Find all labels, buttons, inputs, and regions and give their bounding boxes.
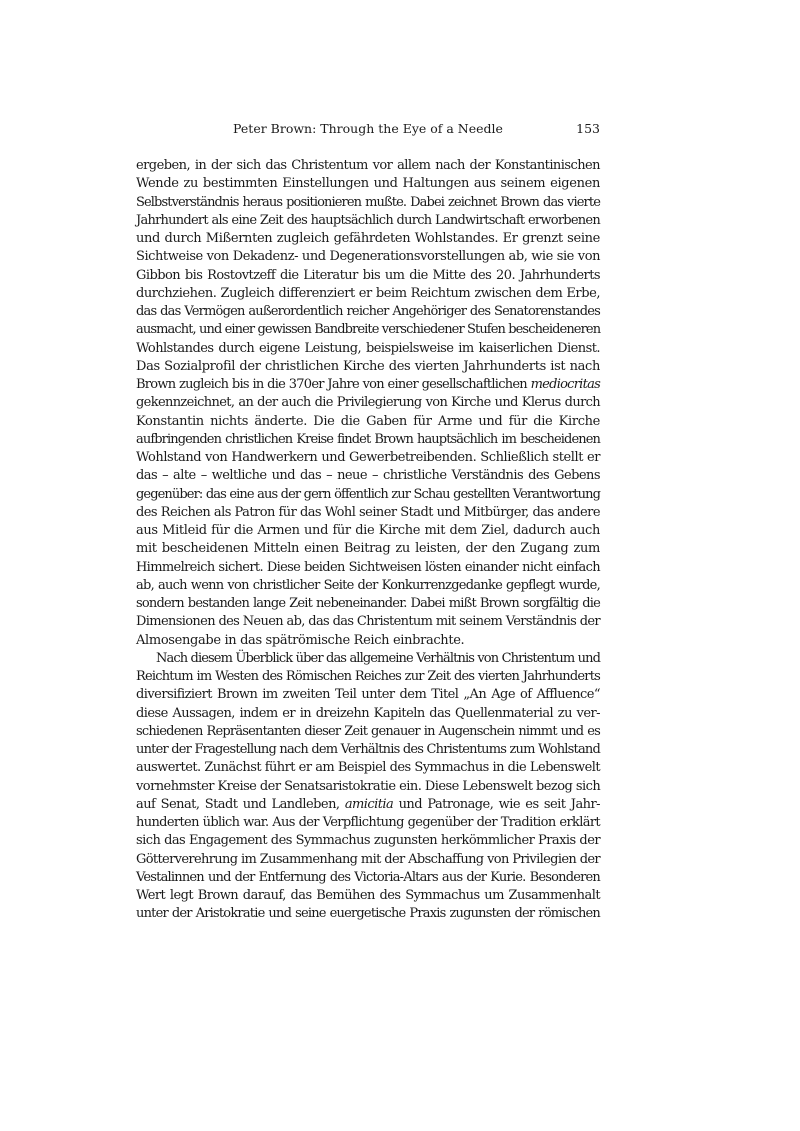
paragraph-2 bbox=[136, 650, 600, 924]
text-fragment: auf Senat, Stadt und Landleben, bbox=[136, 796, 340, 812]
text-line: Reichtum im Westen des Römischen Reiches zur Zeit des vierten Jahrhunderts bbox=[136, 669, 600, 684]
text-line: aus Mitleid für die Armen und für die Kirche mit dem Ziel, dadurch auch bbox=[136, 523, 600, 538]
text-line: Jahrhundert als eine Zeit des hauptsächlich durch Landwirtschaft erworbenen bbox=[136, 212, 600, 228]
running-title: Peter Brown: Through the Eye of a Needle bbox=[233, 121, 503, 136]
text-line: Nach diesem Überblick über das allgemeine Verhältnis von Christentum und bbox=[156, 650, 600, 666]
emphasis-amicitia: amicitia bbox=[344, 796, 394, 812]
text-line: gegenüber: das eine aus der gern öffentlich zur Schau gestellten Verantwortung bbox=[136, 486, 600, 502]
text-line: ausmacht, und einer gewissen Bandbreite verschiedener Stufen bescheideneren bbox=[136, 322, 601, 338]
text-line: Das Sozialprofil der christlichen Kirche des vierten Jahrhunderts ist nach bbox=[136, 358, 600, 374]
text-line: Götterverehrung im Zusammenhang mit der Abschaffung von Privilegien der bbox=[136, 851, 600, 867]
text-line: aufbringenden christlichen Kreise findet Brown hauptsächlich im bescheidenen bbox=[136, 431, 600, 447]
text-line: Dimensionen des Neuen ab, das das Christentum mit seinem Verständnis der bbox=[136, 614, 600, 630]
text-line: sich das Engagement des Symmachus zugunsten herkömmlicher Praxis der bbox=[136, 833, 600, 849]
text-line: schiedenen Repräsentanten dieser Zeit genauer in Augenschein nimmt und es bbox=[136, 723, 600, 739]
running-head bbox=[136, 120, 600, 138]
text-line: Almosengabe in das spätrömische Reich einbrachte. bbox=[136, 632, 465, 648]
emphasis-mediocritas: mediocritas bbox=[530, 377, 600, 392]
text-line: ab, auch wenn von christlicher Seite der Konkurrenzgedanke gepflegt wurde, bbox=[136, 577, 600, 593]
text-line: Wohlstand von Handwerkern und Gewerbetreibenden. Schließlich stellt er bbox=[136, 450, 600, 465]
text-line bbox=[136, 376, 600, 394]
text-line: diversifiziert Brown im zweiten Teil unter dem Titel „An Age of Affluence“ bbox=[136, 687, 600, 703]
text-line: auswertet. Zunächst führt er am Beispiel des Symmachus in die Lebenswelt bbox=[136, 760, 600, 776]
page-number: 153 bbox=[576, 121, 600, 136]
text-line: unter der Fragestellung nach dem Verhältnis des Christentums zum Wohlstand bbox=[136, 742, 600, 757]
text-fragment: Brown zugleich bis in die 370er Jahre von einer gesellschaftlichen bbox=[136, 377, 527, 392]
text-line: das – alte – weltliche und das – neue – christliche Verständnis des Gebens bbox=[136, 468, 600, 484]
body-text bbox=[136, 157, 600, 924]
text-line bbox=[136, 796, 600, 814]
text-line: ergeben, in der sich das Christentum vor allem nach der Konstantinischen bbox=[136, 158, 600, 173]
text-line: Gibbon bis Rostovtzeff die Literatur bis um die Mitte des 20. Jahrhunderts bbox=[136, 267, 600, 283]
text-line: hunderten üblich war. Aus der Verpflichtung gegenüber der Tradition erklärt bbox=[136, 815, 600, 830]
text-line: gekennzeichnet, an der auch die Privilegierung von Kirche und Klerus durch bbox=[136, 395, 600, 411]
text-line: Himmelreich sichert. Diese beiden Sichtweisen lösten einander nicht einfach bbox=[136, 559, 600, 575]
text-line: Selbstverständnis heraus positionieren mußte. Dabei zeichnet Brown das vierte bbox=[136, 194, 600, 210]
text-fragment: und Patronage, wie es seit Jahr- bbox=[398, 796, 600, 812]
text-line: des Reichen als Patron für das Wohl seiner Stadt und Mitbürger, das andere bbox=[136, 504, 600, 520]
text-line: vornehmster Kreise der Senatsaristokratie ein. Diese Lebenswelt bezog sich bbox=[136, 778, 601, 794]
text-line: Konstantin nichts änderte. Die die Gaben für Arme und für die Kirche bbox=[136, 413, 600, 429]
text-line: und durch Mißernten zugleich gefährdeten Wohlstandes. Er grenzt seine bbox=[136, 231, 600, 246]
text-line: sondern bestanden lange Zeit nebeneinander. Dabei mißt Brown sorgfältig die bbox=[136, 596, 600, 611]
text-line: das das Vermögen außerordentlich reicher Angehöriger des Senatorenstandes bbox=[136, 304, 600, 319]
text-line: durchziehen. Zugleich differenziert er beim Reichtum zwischen dem Erbe, bbox=[136, 285, 600, 301]
text-line: Wohlstandes durch eigene Leistung, beispielsweise im kaiserlichen Dienst. bbox=[136, 340, 600, 356]
text-line: Vestalinnen und der Entfernung des Victoria-Altars aus der Kurie. Besonderen bbox=[136, 869, 600, 885]
text-line: Wende zu bestimmten Einstellungen und Haltungen aus seinem eigenen bbox=[136, 176, 600, 192]
text-line: unter der Aristokratie und seine euergetische Praxis zugunsten der römischen bbox=[136, 906, 600, 922]
text-line: Sichtweise von Dekadenz- und Degenerationsvorstellungen ab, wie sie von bbox=[136, 249, 600, 265]
text-line: mit bescheidenen Mitteln einen Beitrag zu leisten, der den Zugang zum bbox=[136, 541, 600, 557]
text-line: Wert legt Brown darauf, das Bemühen des Symmachus um Zusammenhalt bbox=[136, 888, 600, 903]
paragraph-1 bbox=[136, 157, 600, 650]
text-line: diese Aussagen, indem er in dreizehn Kapiteln das Quellenmaterial zu ver- bbox=[136, 705, 600, 721]
